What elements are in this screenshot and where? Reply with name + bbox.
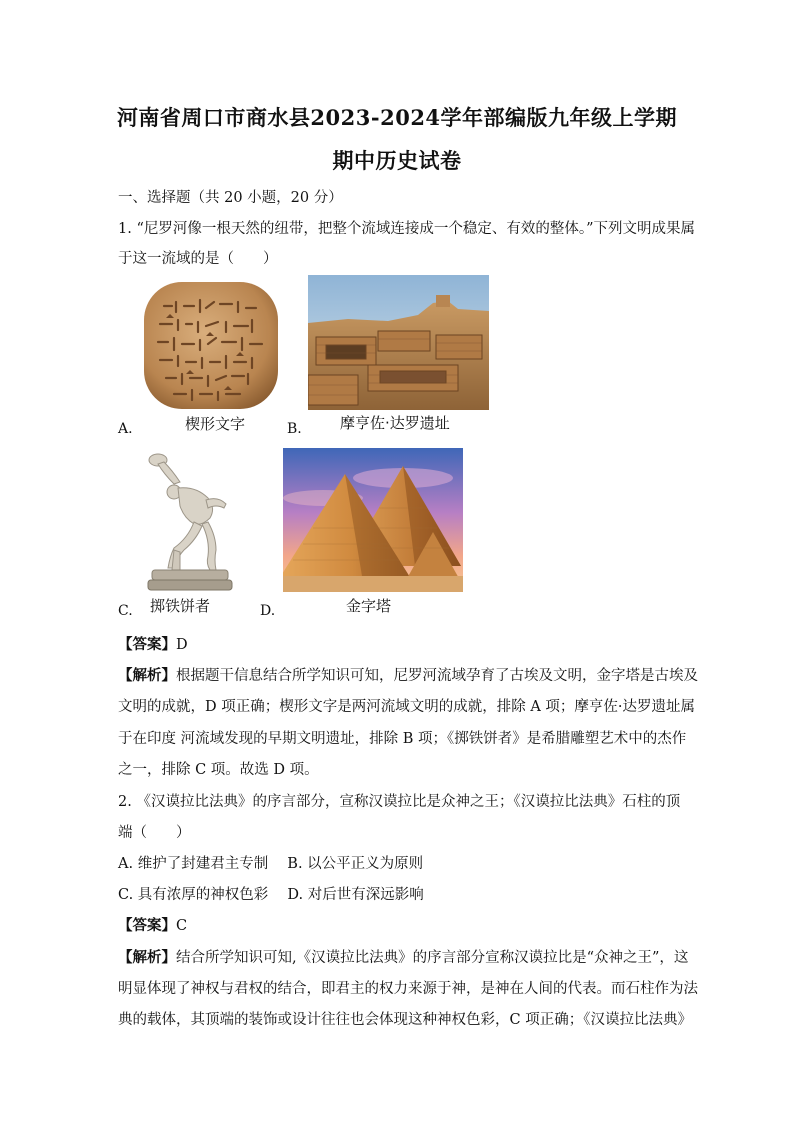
option-a-caption: 楔形文字 bbox=[185, 415, 246, 433]
answer-value: D bbox=[176, 637, 188, 653]
option-d-letter: D. bbox=[260, 603, 276, 619]
option-b-letter: B. bbox=[287, 421, 302, 437]
discobolus-statue-image bbox=[144, 452, 236, 592]
q2-stem-line2: 端（ ） bbox=[118, 825, 191, 841]
option-b-caption: 摩亨佐·达罗遗址 bbox=[340, 414, 450, 432]
q2-options-line1: A. 维护了封建君主专制 B. 以公平正义为原则 bbox=[118, 856, 424, 872]
answer-tag: 【答案】 bbox=[118, 636, 176, 653]
q2-analysis-line1 bbox=[118, 946, 688, 967]
option-d-caption: 金字塔 bbox=[346, 597, 392, 615]
analysis-text: 根据题干信息结合所学知识可知，尼罗河流域孕育了古埃及文明，金字塔是古埃及 bbox=[176, 668, 698, 684]
page-title-line2: 期中历史试卷 bbox=[332, 148, 462, 173]
q2-stem-line1: 2. 《汉谟拉比法典》的序言部分，宣称汉谟拉比是众神之王；《汉谟拉比法典》石柱的顶 bbox=[118, 794, 681, 810]
cuneiform-tablet-image bbox=[140, 278, 282, 413]
pyramids-image bbox=[283, 448, 463, 592]
q2-analysis-line3: 典的载体，其顶端的装饰或设计往往也会体现这种神权色彩，C 项正确；《汉谟拉比法典》 bbox=[118, 1012, 692, 1028]
option-c-letter: C. bbox=[118, 603, 133, 619]
mohenjo-daro-ruins-image bbox=[308, 275, 489, 410]
q1-analysis-line2: 文明的成就，D 项正确；楔形文字是两河流域文明的成就，排除 A 项；摩亨佐·达罗遗址属 bbox=[118, 699, 696, 715]
option-a-letter: A. bbox=[118, 421, 133, 437]
analysis-text: 结合所学知识可知,《汉谟拉比法典》的序言部分宣称汉谟拉比是“众神之王”，这 bbox=[176, 950, 689, 966]
q2-options-line2: C. 具有浓厚的神权色彩 D. 对后世有深远影响 bbox=[118, 887, 424, 903]
q1-analysis-line3: 于在印度 河流域发现的早期文明遗址，排除 B 项；《掷铁饼者》是希腊雕塑艺术中的杰作 bbox=[118, 731, 687, 747]
page-title-line1: 河南省周口市商水县2023-2024学年部编版九年级上学期 bbox=[116, 105, 678, 130]
section-heading: 一、选择题（共 20 小题，20 分） bbox=[118, 190, 343, 206]
analysis-tag: 【解析】 bbox=[118, 949, 176, 966]
option-c-caption: 掷铁饼者 bbox=[150, 597, 211, 615]
q1-stem-line1: 1. “尼罗河像一根天然的纽带，把整个流域连接成一个稳定、有效的整体。”下列文明成果属 bbox=[118, 221, 696, 237]
q2-analysis-line2: 明显体现了神权与君权的结合，即君主的权力来源于神，是神在人间的代表。而石柱作为法 bbox=[118, 981, 698, 997]
answer-value: C bbox=[176, 918, 188, 934]
q1-analysis-line1 bbox=[118, 664, 698, 685]
answer-tag: 【答案】 bbox=[118, 917, 176, 934]
analysis-tag: 【解析】 bbox=[118, 667, 176, 684]
q1-answer bbox=[118, 633, 688, 654]
q1-analysis-line4: 之一，排除 C 项。故选 D 项。 bbox=[118, 762, 319, 778]
q1-stem-line2: 于这一流域的是（ ） bbox=[118, 251, 278, 267]
q2-answer bbox=[118, 914, 688, 935]
